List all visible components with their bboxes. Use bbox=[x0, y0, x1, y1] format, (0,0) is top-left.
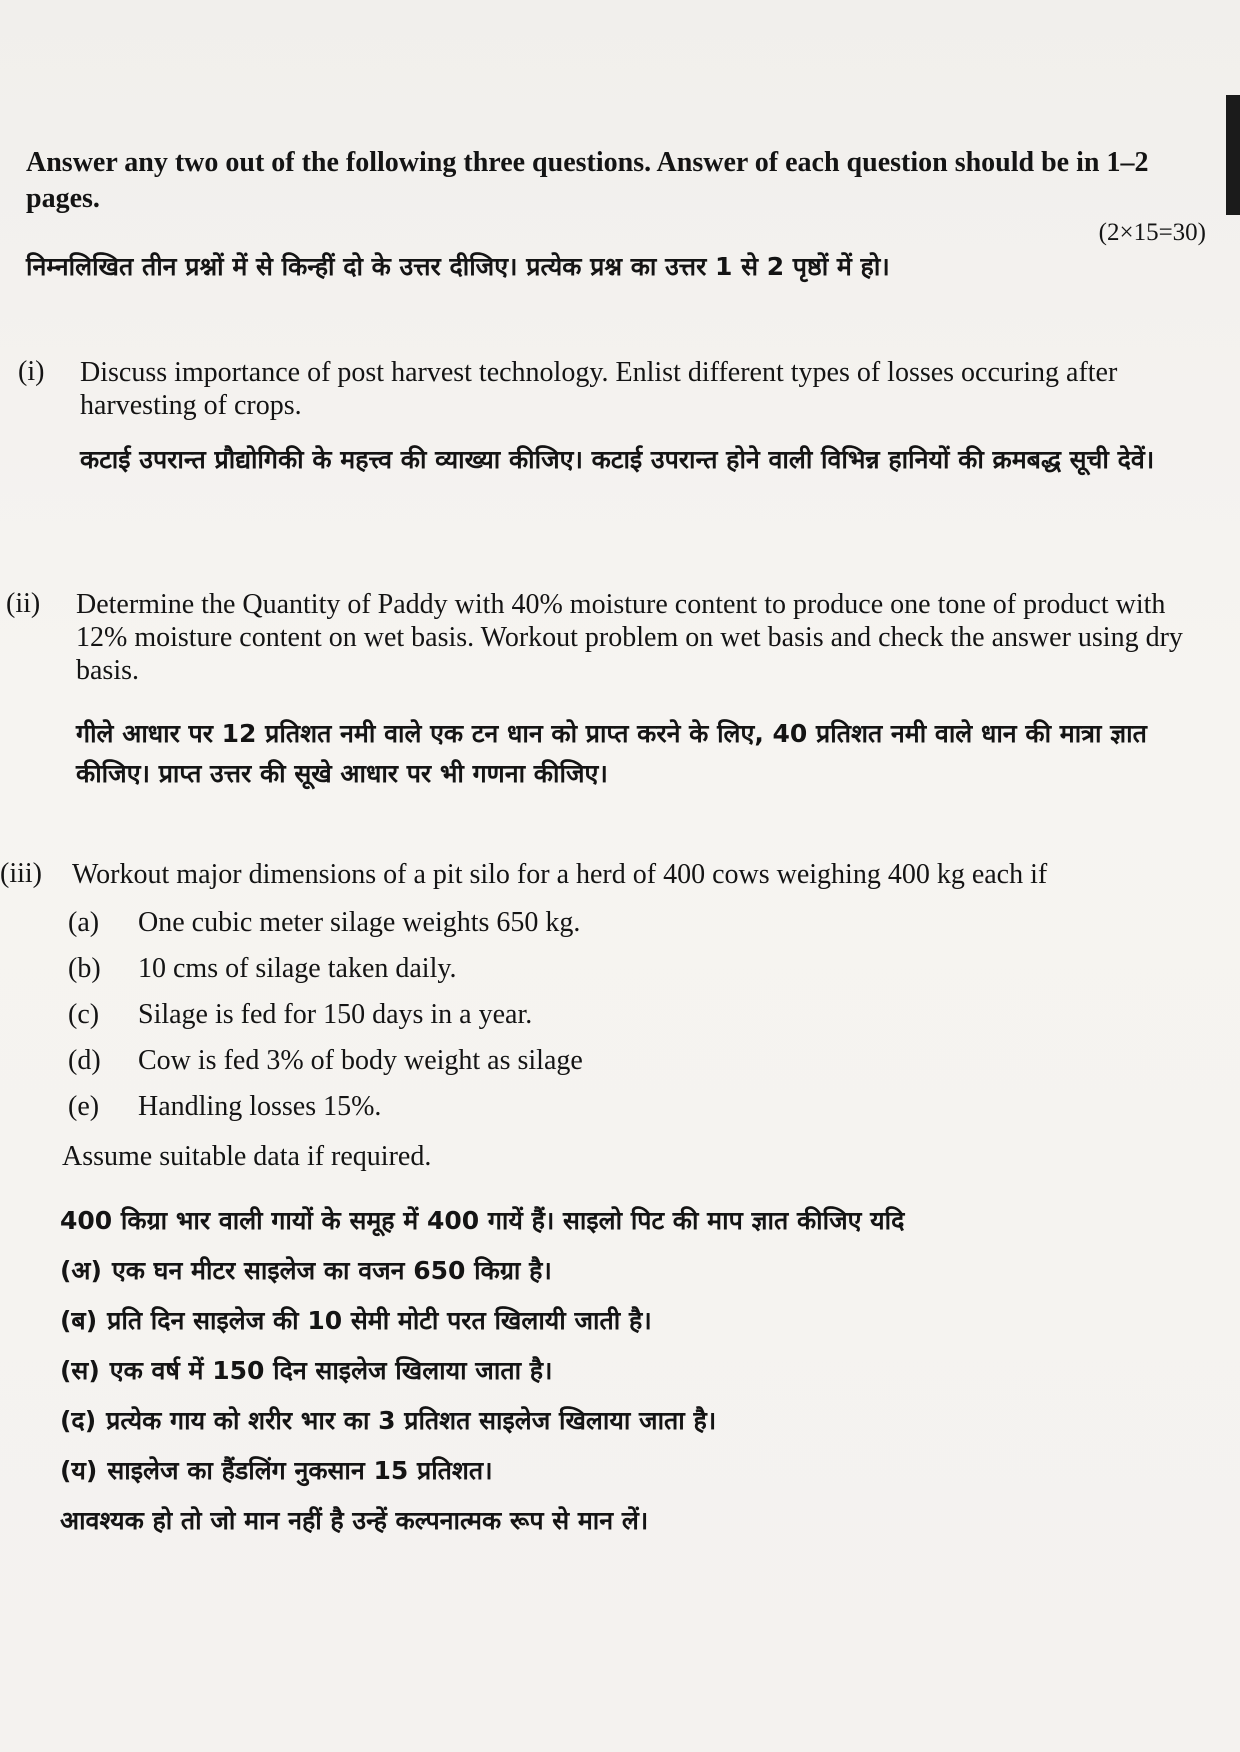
list-item: (स) एक वर्ष में 150 दिन साइलेज खिलाया जाता है। bbox=[60, 1356, 553, 1385]
assumption-note: Assume suitable data if required. bbox=[62, 1141, 432, 1172]
condition-list-english bbox=[68, 900, 1188, 1130]
instructions-english: Answer any two out of the following three questions. Answer of each question should be in 1–2 pages. bbox=[26, 147, 1149, 214]
list-item: (e) Handling losses 15%. bbox=[68, 1091, 382, 1122]
question-english: Determine the Quantity of Paddy with 40% moisture content to produce one tone of product with 12% moisture content on wet basis. Workout problem on wet basis and check the answer using dry basis. bbox=[76, 589, 1183, 686]
question-english: Discuss importance of post harvest technology. Enlist different types of losses occuring after harvesting of crops. bbox=[80, 357, 1118, 421]
page-edge-shadow bbox=[1226, 95, 1240, 215]
list-item: (d) Cow is fed 3% of body weight as silage bbox=[68, 1045, 583, 1076]
list-item: (अ) एक घन मीटर साइलेज का वजन 650 किग्रा है। bbox=[60, 1256, 552, 1285]
list-item: (ब) प्रति दिन साइलेज की 10 सेमी मोटी परत खिलायी जाती है। bbox=[60, 1306, 652, 1335]
list-item: (य) साइलेज का हैंडलिंग नुकसान 15 प्रतिशत। bbox=[60, 1456, 493, 1485]
hindi-intro: 400 किग्रा भार वाली गायों के समूह में 400 गायें हैं। साइलो पिट की माप ज्ञात कीजिए यदि bbox=[60, 1206, 905, 1235]
list-item: (c) Silage is fed for 150 days in a year. bbox=[68, 999, 533, 1030]
question-number: (iii) bbox=[0, 858, 42, 889]
question-hindi: गीले आधार पर 12 प्रतिशत नमी वाले एक टन धान को प्राप्त करने के लिए, 40 प्रतिशत नमी वाले धान की मात्रा ज्ञात कीजिए। प्राप्त उत्तर की सूखे आधार पर भी गणना कीजिए। bbox=[76, 719, 1147, 788]
list-item: (द) प्रत्येक गाय को शरीर भार का 3 प्रतिशत साइलेज खिलाया जाता है। bbox=[60, 1406, 717, 1435]
question-hindi: कटाई उपरान्त प्रौद्योगिकी के महत्त्व की व्याख्या कीजिए। कटाई उपरान्त होने वाली विभिन्न हानियों की क्रमबद्ध सूची देवें। bbox=[80, 445, 1155, 474]
hindi-assumption-note: आवश्यक हो तो जो मान नहीं है उन्हें कल्पनात्मक रूप से मान लें। bbox=[60, 1506, 649, 1535]
question-english: Workout major dimensions of a pit silo for a herd of 400 cows weighing 400 kg each if bbox=[72, 859, 1048, 890]
marks-label: (2×15=30) bbox=[1098, 219, 1206, 246]
list-item: (a) One cubic meter silage weights 650 kg. bbox=[68, 907, 581, 938]
question-number: (i) bbox=[18, 356, 45, 387]
instructions-hindi: निम्नलिखित तीन प्रश्नों में से किन्हीं दो के उत्तर दीजिए। प्रत्येक प्रश्न का उत्तर 1 से 2 पृष्ठों में हो। bbox=[26, 252, 890, 281]
list-item: (b) 10 cms of silage taken daily. bbox=[68, 953, 457, 984]
instructions bbox=[26, 145, 1206, 246]
question-hindi bbox=[60, 1196, 1210, 1546]
question-number: (ii) bbox=[6, 588, 41, 619]
